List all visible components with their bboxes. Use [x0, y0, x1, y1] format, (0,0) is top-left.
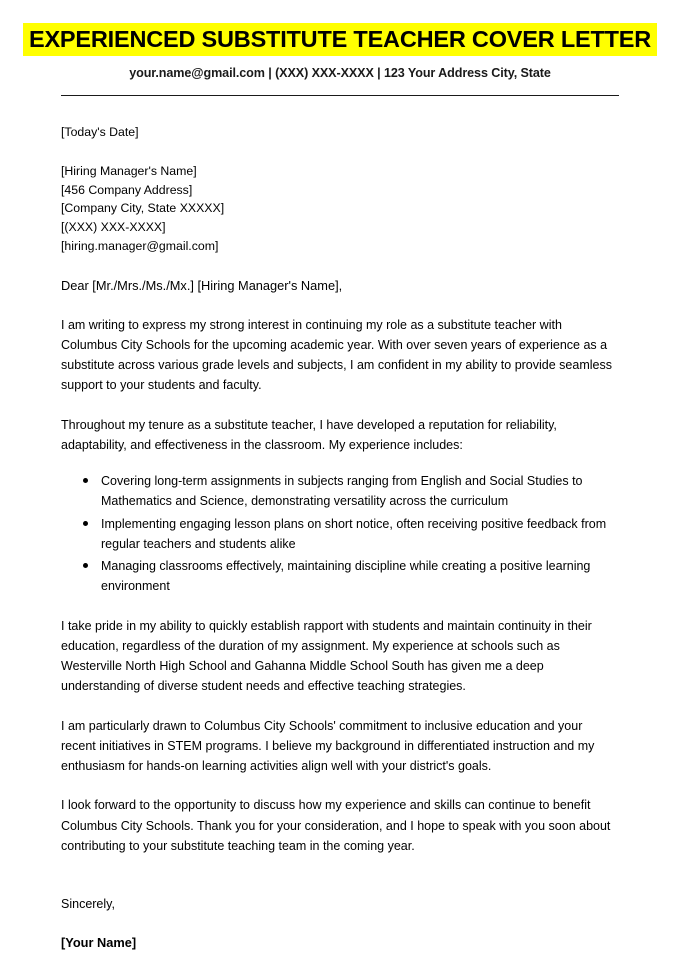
- list-item: Implementing engaging lesson plans on short notice, often receiving positive feedback from regular teachers and students alike: [83, 514, 618, 555]
- closing-salutation: Sincerely,: [61, 897, 115, 912]
- letter-body: [0, 124, 680, 953]
- recipient-city-state-zip: [Company City, State XXXXX]: [61, 201, 225, 216]
- salutation: Dear [Mr./Mrs./Ms./Mx.] [Hiring Manager's Name],: [61, 278, 343, 294]
- recipient-address: [456 Company Address]: [61, 182, 193, 197]
- paragraph-alignment: I am particularly drawn to Columbus City Schools' commitment to inclusive education and your recent initiatives in STEM programs. I believe my background in differentiated instruction and my enthusiasm for hands-on learning activities align well with your district's goals.: [61, 718, 595, 774]
- title-row: [0, 24, 680, 54]
- paragraph-intro: I am writing to express my strong interest in continuing my role as a substitute teacher with Columbus City Schools for the upcoming academic year. With over seven years of experience as a substitute across various grade levels and subjects, I am confident in my ability to provide seamless support to your students and faculty.: [61, 317, 612, 393]
- page-title: EXPERIENCED SUBSTITUTE TEACHER COVER LETTER: [23, 23, 657, 56]
- paragraph-experience-intro: Throughout my tenure as a substitute teacher, I have developed a reputation for reliability, adaptability, and effectiveness in the classroom. My experience includes:: [61, 417, 557, 452]
- paragraph-conclusion: I look forward to the opportunity to discuss how my experience and skills can continue to benefit Columbus City Schools. Thank you for your consideration, and I hope to speak with you soon about contributing to your substitute teaching team in the coming year.: [61, 798, 611, 853]
- paragraph-rapport: I take pride in my ability to quickly establish rapport with students and maintain continuity in their education, regardless of the duration of my assignment. My experience at schools such as Westerville North High School and Gahanna Middle School South has given me a deep understanding of diverse student needs and effective teaching strategies.: [61, 618, 592, 694]
- list-item: Covering long-term assignments in subjects ranging from English and Social Studies to Mathematics and Science, demonstrating versatility across the curriculum: [83, 471, 618, 512]
- signature-name: [Your Name]: [61, 935, 137, 951]
- date-line: [Today's Date]: [61, 125, 139, 140]
- recipient-email: [hiring.manager@gmail.com]: [61, 238, 219, 253]
- contact-line: your.name@gmail.com | (XXX) XXX-XXXX | 123 Your Address City, State: [129, 66, 551, 81]
- letter-header: [0, 24, 680, 96]
- recipient-name: [Hiring Manager's Name]: [61, 163, 197, 178]
- header-divider: [61, 95, 619, 96]
- recipient-phone: [(XXX) XXX-XXXX]: [61, 219, 166, 234]
- cover-letter-document: [0, 24, 680, 951]
- recipient-address-block: [61, 162, 618, 255]
- experience-bullet-list: [61, 471, 618, 597]
- list-item: Managing classrooms effectively, maintaining discipline while creating a positive learning environment: [83, 556, 618, 597]
